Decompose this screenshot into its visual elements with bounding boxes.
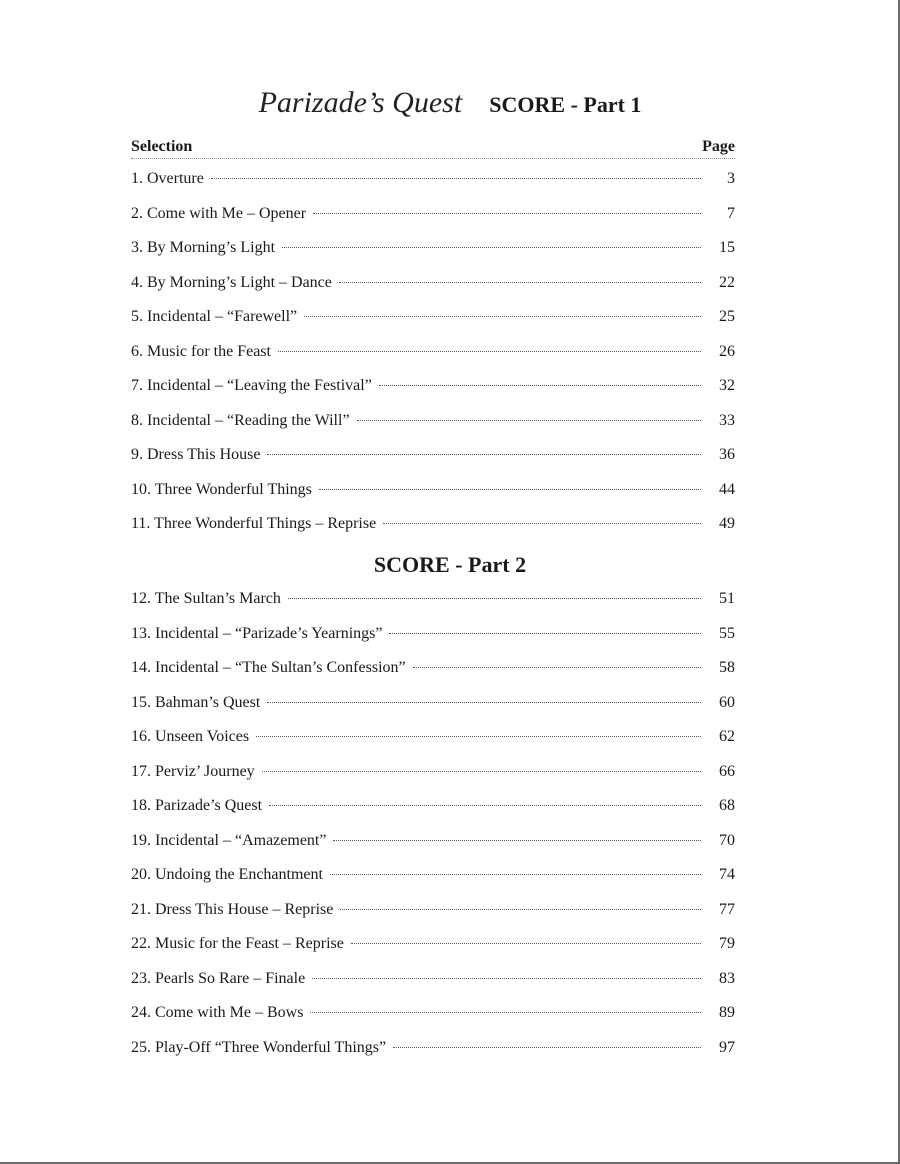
- part2-toc-list: [131, 590, 735, 1073]
- toc-entry-title: 18. Parizade’s Quest: [131, 797, 263, 814]
- dot-leader: [351, 943, 701, 944]
- toc-entry: [131, 377, 735, 412]
- toc-entry-page: 66: [719, 762, 735, 780]
- toc-entry-page: 79: [719, 935, 735, 952]
- toc-entry: [131, 515, 735, 550]
- part1-toc-list: [131, 170, 735, 550]
- dot-leader: [312, 978, 701, 979]
- part2-heading: SCORE - Part 2: [373, 552, 527, 577]
- toc-entry-page: 3: [727, 170, 735, 187]
- document-title: [0, 86, 900, 120]
- toc-entry-title: 8. Incidental – “Reading the Will”: [131, 411, 350, 429]
- dot-leader: [304, 316, 701, 317]
- toc-entry-page: 58: [719, 659, 735, 676]
- dot-leader: [357, 420, 701, 421]
- toc-entry: [131, 866, 735, 901]
- toc-entry: [131, 763, 735, 798]
- selection-header: Selection: [131, 138, 193, 155]
- toc-entry-title: 10. Three Wonderful Things: [131, 480, 312, 498]
- dot-leader: [379, 385, 701, 386]
- toc-entry-page: 97: [719, 1038, 735, 1056]
- dot-leader: [310, 1012, 701, 1013]
- toc-entry-page: 55: [719, 624, 735, 642]
- page-header: Page: [702, 138, 735, 155]
- dot-leader: [256, 736, 701, 737]
- toc-entry-title: 24. Come with Me – Bows: [131, 1004, 304, 1021]
- toc-entry-page: 25: [719, 308, 735, 325]
- toc-entry: [131, 239, 735, 274]
- toc-entry: [131, 970, 735, 1005]
- toc-entry: [131, 659, 735, 694]
- toc-entry-page: 15: [719, 239, 735, 256]
- toc-entry-title: 3. By Morning’s Light: [131, 239, 276, 256]
- toc-entry-page: 51: [719, 590, 735, 607]
- toc-entry: [131, 343, 735, 378]
- toc-entry-page: 32: [719, 377, 735, 394]
- toc-entry-title: 6. Music for the Feast: [131, 342, 271, 360]
- dot-leader: [267, 454, 701, 455]
- toc-entry-title: 11. Three Wonderful Things – Reprise: [131, 515, 377, 532]
- toc-entry-page: 60: [719, 693, 735, 711]
- toc-entry-page: 49: [719, 515, 735, 532]
- toc-entry-page: 68: [719, 797, 735, 814]
- toc-entry-page: 36: [719, 446, 735, 463]
- dot-leader: [269, 805, 701, 806]
- dot-leader: [211, 178, 701, 179]
- toc-entry: [131, 274, 735, 309]
- toc-entry-page: 83: [719, 969, 735, 987]
- toc-entry: [131, 1004, 735, 1039]
- toc-entry-page: 70: [719, 831, 735, 849]
- toc-entry-page: 44: [719, 480, 735, 498]
- dot-leader: [340, 909, 701, 910]
- toc-entry-page: 7: [727, 204, 735, 222]
- toc-entry-title: 2. Come with Me – Opener: [131, 204, 307, 222]
- toc-entry: [131, 481, 735, 516]
- toc-entry-title: 22. Music for the Feast – Reprise: [131, 935, 344, 952]
- toc-entry-page: 26: [719, 342, 735, 360]
- toc-entry: [131, 412, 735, 447]
- toc-entry: [131, 625, 735, 660]
- toc-entry-page: 62: [719, 728, 735, 745]
- toc-entry-title: 9. Dress This House: [131, 446, 261, 463]
- toc-entry-page: 89: [719, 1004, 735, 1021]
- toc-entry-title: 15. Bahman’s Quest: [131, 693, 261, 711]
- toc-entry: [131, 205, 735, 240]
- toc-entry: [131, 590, 735, 625]
- dot-leader: [333, 840, 701, 841]
- toc-entry-title: 1. Overture: [131, 170, 204, 187]
- toc-entry-title: 19. Incidental – “Amazement”: [131, 831, 327, 849]
- toc-entry-title: 20. Undoing the Enchantment: [131, 866, 323, 883]
- toc-entry: [131, 694, 735, 729]
- toc-entry-title: 14. Incidental – “The Sultan’s Confession”: [131, 659, 406, 676]
- dot-leader: [267, 702, 701, 703]
- toc-entry-title: 4. By Morning’s Light – Dance: [131, 273, 332, 291]
- toc-entry: [131, 1039, 735, 1074]
- dot-leader: [278, 351, 701, 352]
- toc-entry-title: 16. Unseen Voices: [131, 728, 250, 745]
- dot-leader: [383, 523, 701, 524]
- toc-entry-title: 12. The Sultan’s March: [131, 590, 281, 607]
- toc-entry: [131, 901, 735, 936]
- toc-entry: [131, 308, 735, 343]
- dot-leader: [330, 874, 701, 875]
- dot-leader: [339, 282, 701, 283]
- toc-entry-page: 77: [719, 900, 735, 918]
- dot-leader: [288, 598, 701, 599]
- toc-entry-page: 22: [719, 273, 735, 291]
- toc-entry: [131, 832, 735, 867]
- dot-leader: [282, 247, 701, 248]
- toc-entry-title: 17. Perviz’ Journey: [131, 762, 255, 780]
- toc-entry-title: 7. Incidental – “Leaving the Festival”: [131, 377, 372, 394]
- part1-heading: SCORE - Part 1: [489, 92, 642, 117]
- dot-leader: [413, 667, 701, 668]
- toc-entry-page: 74: [719, 866, 735, 883]
- toc-entry: [131, 728, 735, 763]
- dot-leader: [319, 489, 701, 490]
- toc-entry-title: 13. Incidental – “Parizade’s Yearnings”: [131, 624, 383, 642]
- work-title: Parizade’s Quest: [258, 86, 463, 119]
- dot-leader: [262, 771, 701, 772]
- toc-entry: [131, 797, 735, 832]
- toc-entry: [131, 935, 735, 970]
- column-header: [131, 136, 735, 159]
- dot-leader: [389, 633, 701, 634]
- toc-entry-title: 25. Play-Off “Three Wonderful Things”: [131, 1038, 387, 1056]
- toc-entry-title: 5. Incidental – “Farewell”: [131, 308, 298, 325]
- toc-entry-title: 23. Pearls So Rare – Finale: [131, 969, 306, 987]
- toc-entry: [131, 446, 735, 481]
- toc-entry-page: 33: [719, 411, 735, 429]
- dot-leader: [313, 213, 701, 214]
- toc-entry-title: 21. Dress This House – Reprise: [131, 900, 334, 918]
- toc-entry: [131, 170, 735, 205]
- dot-leader: [393, 1047, 701, 1048]
